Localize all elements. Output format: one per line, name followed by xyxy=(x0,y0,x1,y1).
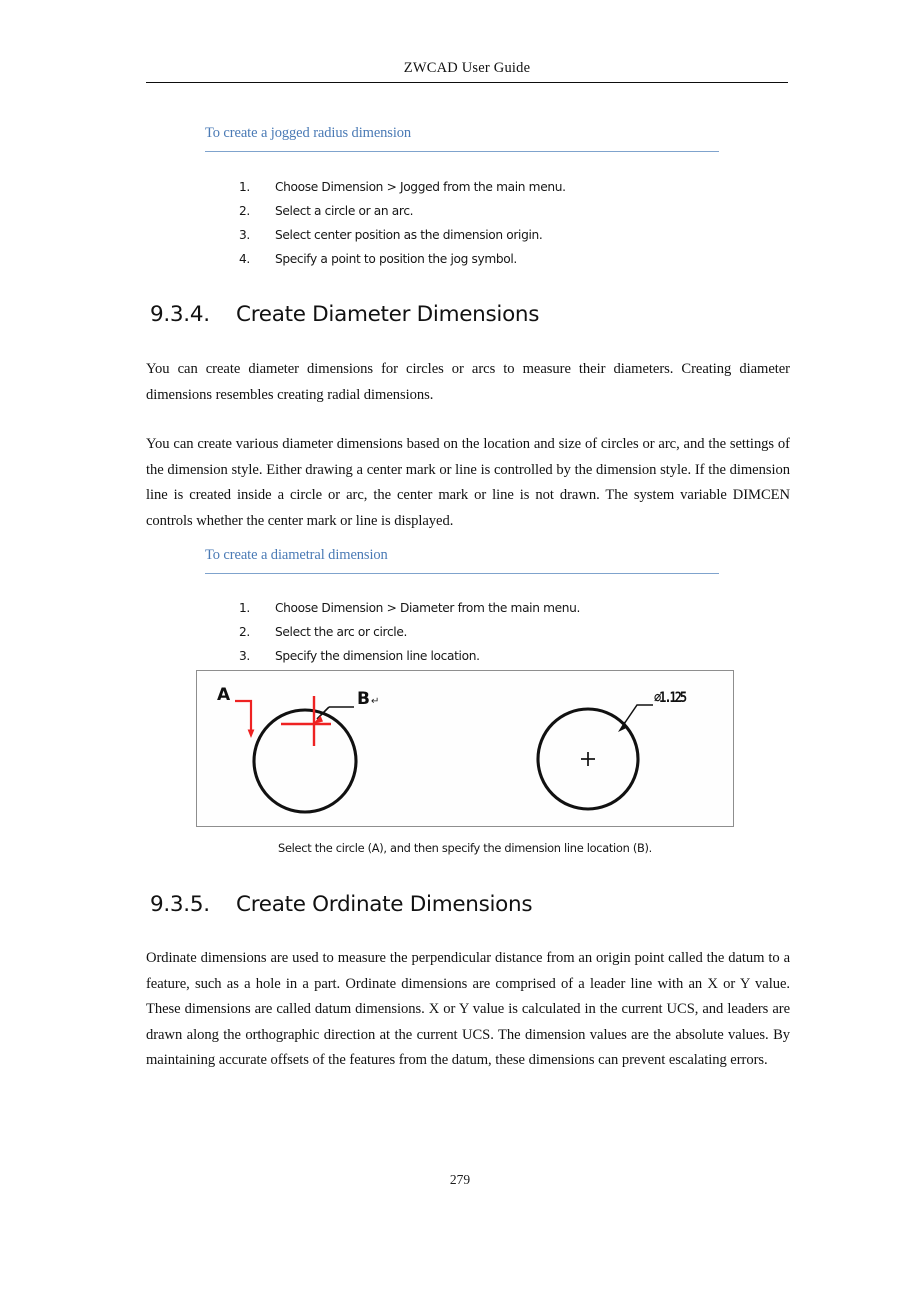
heading-diametral-block xyxy=(205,546,719,574)
list-item xyxy=(239,596,719,620)
heading-diametral-rule xyxy=(205,573,719,574)
list-item xyxy=(239,199,719,223)
heading-diametral: To create a diametral dimension xyxy=(205,547,388,563)
section-heading-934 xyxy=(150,302,539,327)
heading-jogged-radius-block xyxy=(205,124,719,152)
section-title: Create Diameter Dimensions xyxy=(236,302,540,327)
list-item-text: Specify a point to position the jog symbol. xyxy=(275,252,517,266)
paragraph-934-1 xyxy=(146,357,790,408)
heading-jogged-radius: To create a jogged radius dimension xyxy=(205,125,412,141)
label-a-arrowhead xyxy=(248,730,255,739)
figure-label-b: B xyxy=(357,689,370,709)
paragraph-text: Ordinate dimensions are used to measure the perpendicular distance from an origin point called the datum to a feature, such as a hole in a part. Ordinate dimensions are comprised of a leader line with an X or Y value. These dimensions are called datum dimensions. X or Y value is calculated in the current UCS, and leaders are drawn along the orthographic direction at the current UCS. The dimension values are the absolute values. By maintaining accurate offsets of the features from the datum, these dimensions can prevent escalating errors. xyxy=(146,950,790,1068)
dimension-leader xyxy=(622,705,653,727)
list-item-number: 1. xyxy=(239,601,250,615)
figure-caption: Select the circle (A), and then specify the dimension line location (B). xyxy=(278,841,652,855)
list-item-text: Specify the dimension line location. xyxy=(275,649,480,663)
procedure-list-jogged-radius xyxy=(239,175,719,271)
list-item-text: Select a circle or an arc. xyxy=(275,204,414,218)
figure-label-b-pilcrow-icon: ↵ xyxy=(370,695,380,707)
list-item-number: 3. xyxy=(239,649,250,663)
list-item-number: 1. xyxy=(239,180,250,194)
left-circle xyxy=(254,710,356,812)
section-number: 9.3.5. xyxy=(150,892,210,917)
figure-drawing xyxy=(197,671,733,826)
list-item xyxy=(239,620,719,644)
list-item-number: 4. xyxy=(239,252,250,266)
label-a-leader xyxy=(235,701,251,732)
paragraph-text: You can create diameter dimensions for circles or arcs to measure their diameters. Creating diameter dimensions resembles creating radial dimensions. xyxy=(146,361,790,403)
heading-jogged-radius-rule xyxy=(205,151,719,152)
list-item xyxy=(239,644,719,668)
procedure-list-diametral xyxy=(239,596,719,668)
section-number: 9.3.4. xyxy=(150,302,210,327)
paragraph-935-1 xyxy=(146,946,790,1074)
list-item xyxy=(239,175,719,199)
figure-diameter-dimension xyxy=(196,670,734,827)
list-item-text: Select the arc or circle. xyxy=(275,625,408,639)
list-item-number: 2. xyxy=(239,204,250,218)
header-title: ZWCAD User Guide xyxy=(403,60,531,76)
page-footer xyxy=(0,1172,920,1188)
header-rule xyxy=(146,82,788,83)
list-item-text: Choose Dimension > Diameter from the main menu. xyxy=(275,601,581,615)
list-item xyxy=(239,223,719,247)
list-item-number: 3. xyxy=(239,228,250,242)
paragraph-934-2 xyxy=(146,432,790,534)
paragraph-text: You can create various diameter dimensions based on the location and size of circles or arc, and the settings of the dimension style. Either drawing a center mark or line is controlled by the dimension style. If the dimension line is created inside a circle or arc, the center mark or line is not drawn. The system variable DIMCEN controls whether the center mark or line is displayed. xyxy=(146,436,790,529)
list-item-number: 2. xyxy=(239,625,250,639)
page-number: 279 xyxy=(449,1172,471,1187)
list-item-text: Select center position as the dimension origin. xyxy=(275,228,543,242)
list-item-text: Choose Dimension > Jogged from the main menu. xyxy=(275,180,566,194)
page-header xyxy=(146,60,788,83)
figure-label-b-group xyxy=(357,689,379,709)
list-item xyxy=(239,247,719,271)
section-title: Create Ordinate Dimensions xyxy=(236,892,533,917)
figure-label-a: A xyxy=(217,685,231,705)
section-heading-935 xyxy=(150,892,532,917)
figure-dimension-text: ⌀1.125 xyxy=(654,690,686,706)
